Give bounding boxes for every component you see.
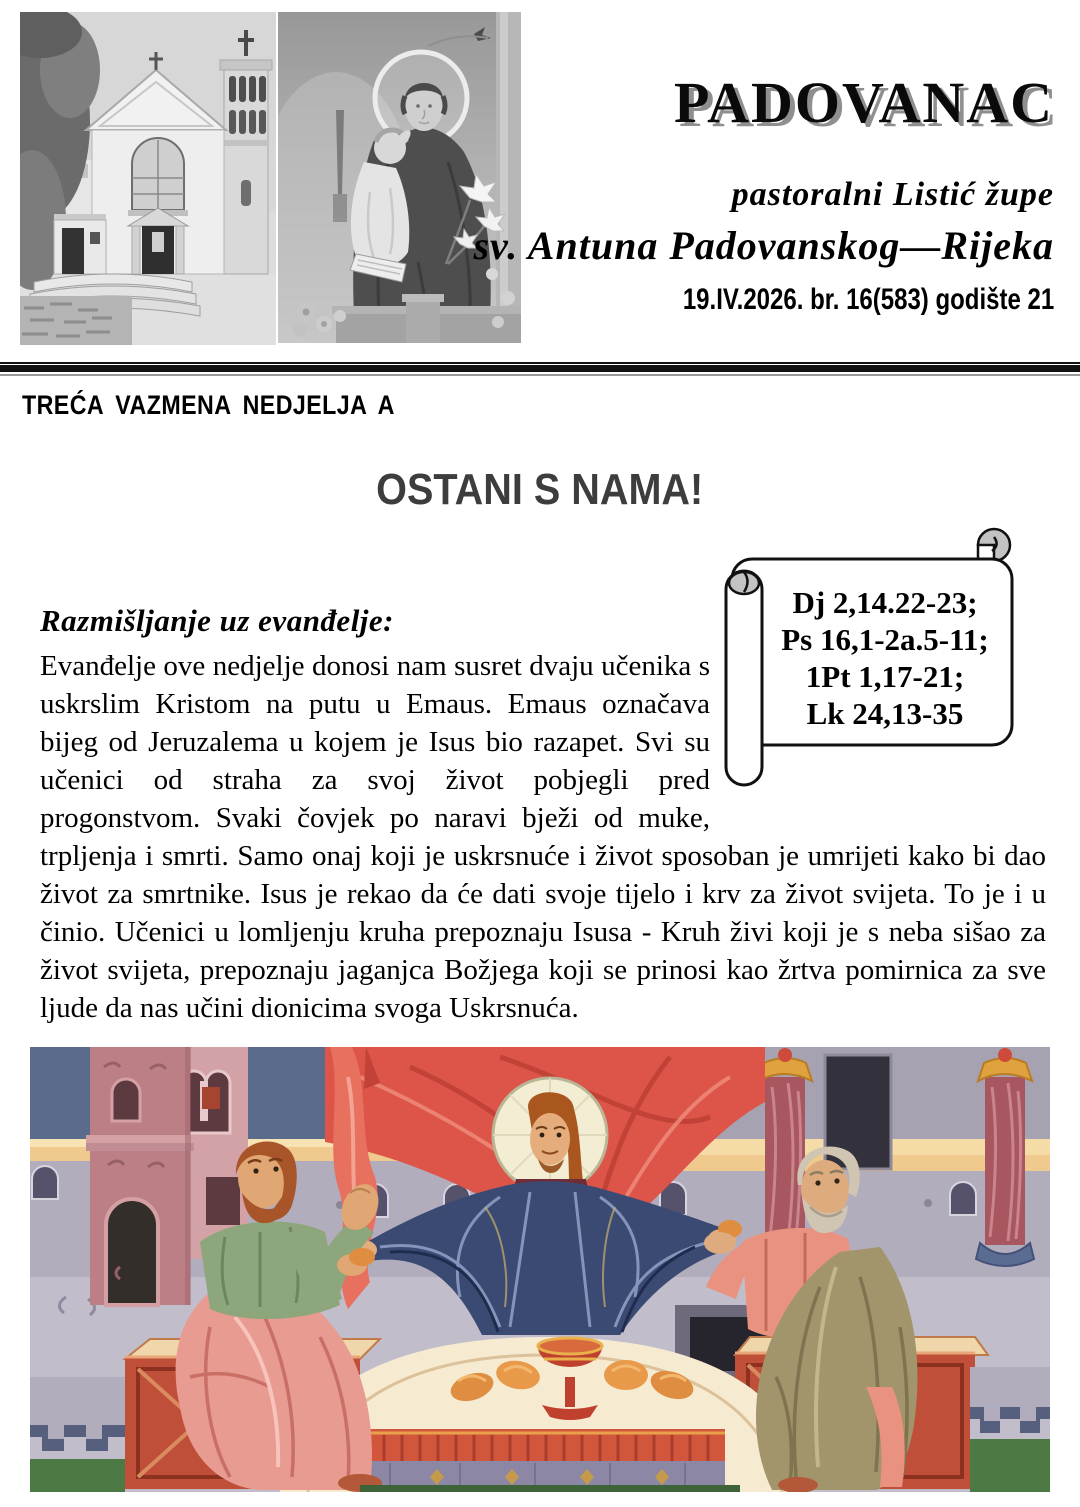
headline-row <box>0 465 1080 515</box>
reading-3: 1Pt 1,17-21; <box>805 659 965 694</box>
reading-4: Lk 24,13-35 <box>806 696 964 731</box>
sunday-title: TREĆA VAZMENA NEDJELJA A <box>22 390 395 420</box>
masthead-photos <box>20 12 521 345</box>
page-title: OSTANI S NAMA! <box>376 465 704 514</box>
issue-line: 19.IV.2026. br. 16(583) godište 21 <box>682 283 1054 316</box>
supper-at-emmaus-artwork <box>30 1047 1050 1492</box>
church-photo-illustration <box>20 12 276 345</box>
bulletin-tagline-1: pastoralni Listić župe <box>731 176 1054 213</box>
kicker-row <box>22 390 1080 421</box>
reading-2: Ps 16,1-2a.5-11; <box>781 622 989 657</box>
bulletin-tagline-2: sv. Antuna Padovanskog—Rijeka <box>473 223 1054 268</box>
scroll-illustration <box>722 527 1022 793</box>
reflection-section <box>0 527 1080 1027</box>
bulletin-title: PADOVANAC <box>674 70 1054 135</box>
masthead-text <box>473 70 1054 317</box>
reading-1: Dj 2,14.22-23; <box>792 585 978 620</box>
masthead-separator <box>0 362 1080 376</box>
issue-line-wrap <box>473 283 1054 317</box>
masthead <box>0 0 1080 360</box>
reflection-heading: Razmišljanje uz evanđelje: <box>40 603 394 638</box>
readings-scroll <box>722 527 1022 793</box>
church-photo <box>20 12 276 345</box>
supper-at-emmaus-illustration <box>30 1047 1050 1492</box>
reflection-body: Evanđelje ove nedjelje donosi nam susret dvaju učenika s uskrslim Kristom na putu u Emaus. Emaus označava bijeg od Jeruzalema u kojem je Isus bio razapet. Svi su učenici od straha za svoj život pobjegli pred progonstvom. Svaki čovjek po naravi bježi od muke, trpljenja i smrti. Samo onaj koji je uskrsnuće i život sposoban je umrijeti kako bi dao život za smrtnike. Isus je rekao da će dati svoje tijelo i krv za život svijeta. To je i u činio. Učenici u lomljenju kruha prepoznaju Isusa - Kruh živi koji je s neba sišao za život svijeta, prepoznaju jaganjca Božjega koji se prinosi kao žrtva pomirnica za sve ljude da nas učini dionicima svoga Uskrsnuća. <box>40 650 1046 1024</box>
